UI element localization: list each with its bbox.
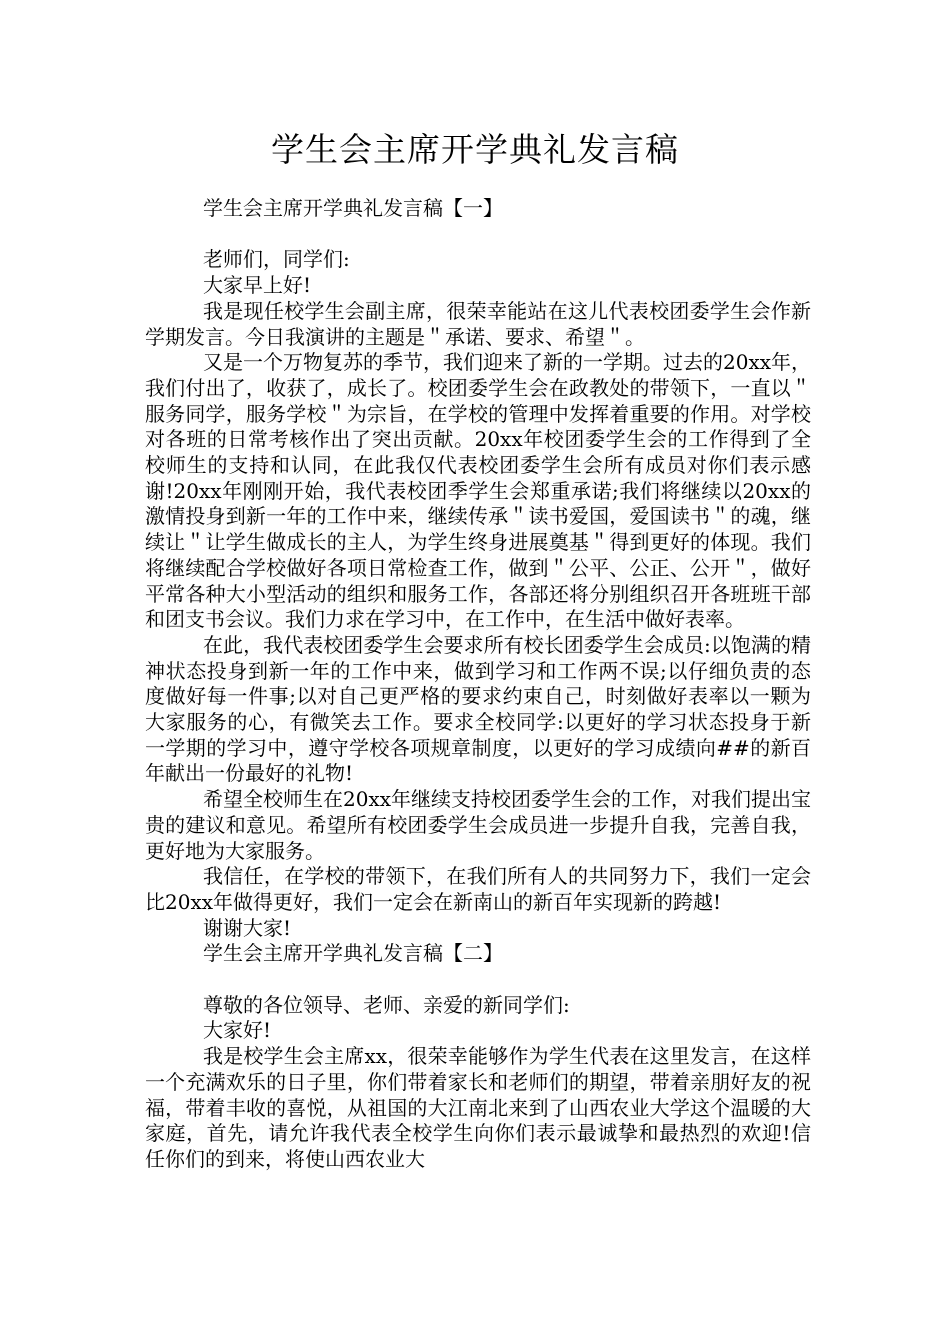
greeting: 大家好! <box>203 1018 272 1043</box>
blank-line <box>145 967 811 993</box>
salutation: 尊敬的各位领导、老师、亲爱的新同学们: <box>203 992 570 1017</box>
section-heading-1: 学生会主席开学典礼发言稿【一】 <box>203 196 503 220</box>
paragraph: 我信任，在学校的带领下，在我们所有人的共同努力下，我们一定会比20xx年做得更好，我们一定会在新南山的新百年实现新的跨越! <box>145 864 811 914</box>
document-title: 学生会主席开学典礼发言稿 <box>271 130 679 169</box>
paragraph: 我是现任校学生会副主席，很荣幸能站在这儿代表校团委学生会作新学期发言。今日我演讲的主题是＂承诺、要求、希望＂。 <box>145 298 811 349</box>
section-heading-2: 学生会主席开学典礼发言稿【二】 <box>203 941 503 966</box>
salutation: 老师们，同学们: <box>203 247 350 272</box>
greeting: 大家早上好! <box>203 273 312 298</box>
paragraph: 希望全校师生在20xx年继续支持校团委学生会的工作，对我们提出宝贵的建议和意见。希望所有校团委学生会成员进一步提升自我，完善自我，更好地为大家服务。 <box>145 787 812 863</box>
closing: 谢谢大家! <box>203 915 292 940</box>
blank-line <box>145 222 811 248</box>
paragraph: 在此，我代表校团委学生会要求所有校长团委学生会成员:以饱满的精神状态投身到新一年的工作中来，做到学习和工作两不误;以仔细负责的态度做好每一件事;以对自己更严格的要求约束自己，时刻做好表率以一颗为大家服务的心，有微笑去工作。要求全校同学:以更好的学习状态投身于新一学期的学习中，遵守学校各项规章制度，以更好的学习成绩向##的新百年献出一份最好的礼物! <box>145 632 811 786</box>
paragraph: 我是校学生会主席xx，很荣幸能够作为学生代表在这里发言，在这样一个充满欢乐的日子里，你们带着家长和老师们的期望，带着亲朋好友的祝福，带着丰收的喜悦，从祖国的大江南北来到了山西农业大学这个温暖的大家庭，首先，请允许我代表全校学生向你们表示最诚挚和最热烈的欢迎!信任你们的到来，将使山西农业大 <box>145 1044 811 1171</box>
document-body <box>145 196 811 1173</box>
paragraph: 又是一个万物复苏的季节，我们迎来了新的一学期。过去的20xx年，我们付出了，收获了，成长了。校团委学生会在政教处的带领下，一直以＂服务同学，服务学校＂为宗旨，在学校的管理中发挥着重要的作用。对学校对各班的日常考核作出了突出贡献。20xx年校团委学生会的工作得到了全校师生的支持和认同，在此我仅代表校团委学生会所有成员对你们表示感谢!20xx年刚刚开始，我代表校团季学生会郑重承诺;我们将继续以20xx的激情投身到新一年的工作中来，继续传承＂读书爱国，爱国读书＂的魂，继续让＂让学生做成长的主人，为学生终身进展奠基＂得到更好的体现。我们将继续配合学校做好各项日常检查工作，做到＂公平、公正、公开＂，做好平常各种大小型活动的组织和服务工作，各部还将分别组织召开各班班干部和团支书会议。我们力求在学习中，在工作中，在生活中做好表率。 <box>145 350 812 632</box>
